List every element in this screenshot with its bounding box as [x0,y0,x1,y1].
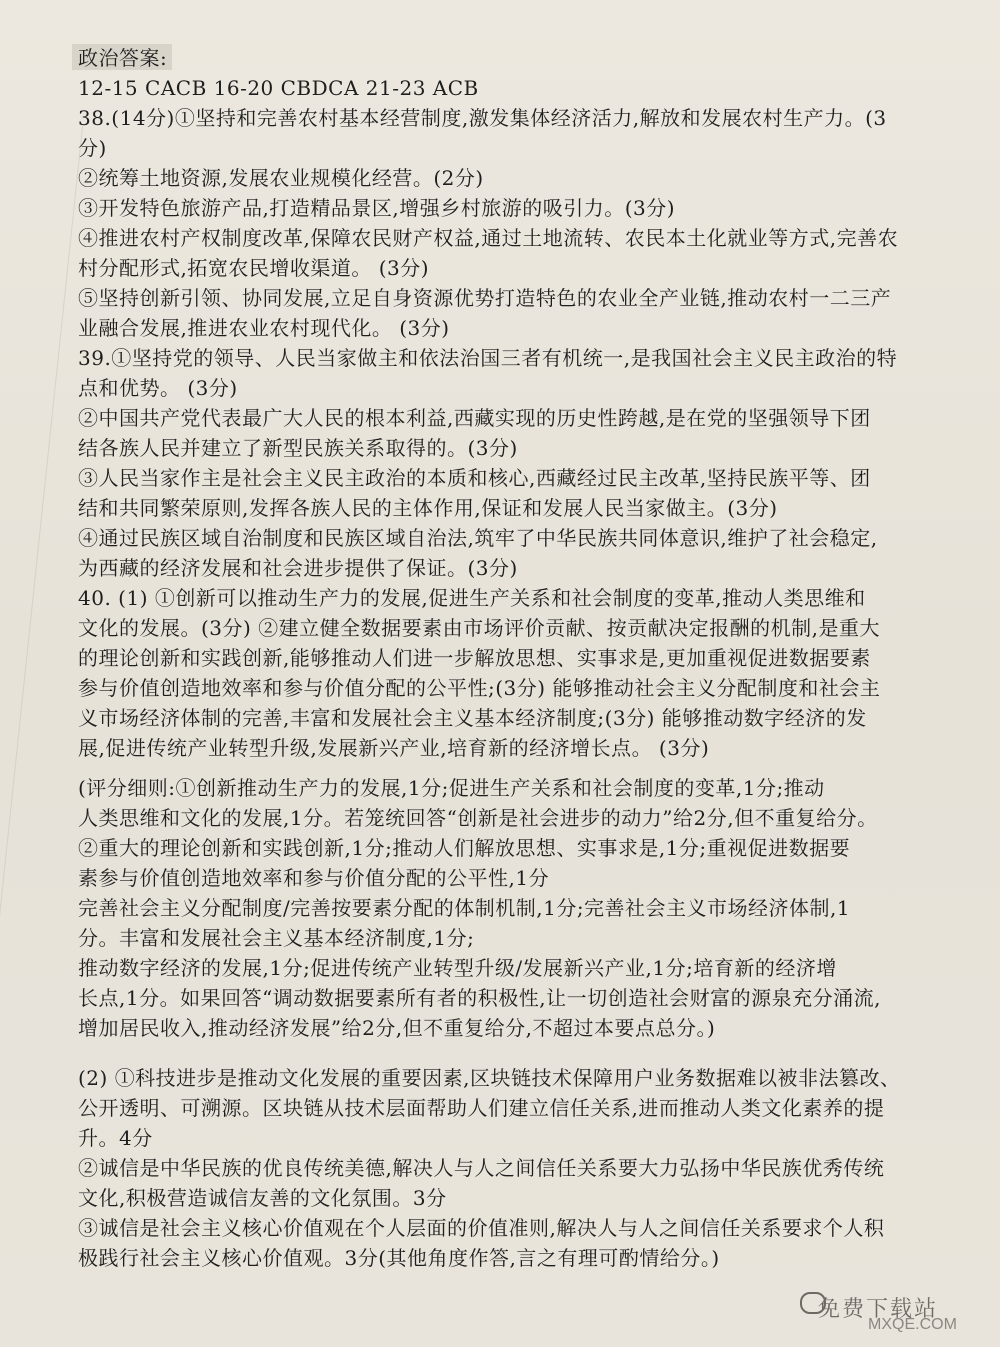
answer-line: 长点,1分。如果回答“调动数据要素所有者的积极性,让一切创造社会财富的源泉充分涌流, [78,986,882,1010]
answer-line: 文化的发展。(3分) ②建立健全数据要素由市场评价贡献、按贡献决定报酬的机制,是重大 [78,616,881,640]
answer-line: ④推进农村产权制度改革,保障农民财产权益,通过土地流转、农民本土化就业等方式,完善农 [78,226,899,250]
answer-line: 结各族人民并建立了新型民族关系取得的。(3分) [78,436,518,460]
answer-line: ③诚信是社会主义核心价值观在个人层面的价值准则,解决人与人之间信任关系要求个人积 [78,1216,885,1240]
answer-line: ②中国共产党代表最广大人民的根本利益,西藏实现的历史性跨越,是在党的坚强领导下团 [78,406,871,430]
answer-line: 39.①坚持党的领导、人民当家做主和依法治国三者有机统一,是我国社会主义民主政治的特 [78,346,898,370]
answer-line: 业融合发展,推进农业农村现代化。 (3分) [78,316,450,340]
answer-line: (评分细则:①创新推动生产力的发展,1分;促进生产关系和社会制度的变革,1分;推动 [78,776,825,800]
answer-line: 推动数字经济的发展,1分;促进传统产业转型升级/发展新兴产业,1分;培育新的经济增 [78,956,837,980]
answer-line: 40. (1) ①创新可以推动生产力的发展,促进生产关系和社会制度的变革,推动人类思维和 [78,586,866,610]
answer-line: ③人民当家作主是社会主义民主政治的本质和核心,西藏经过民主改革,坚持民族平等、团 [78,466,871,490]
answer-line: 人类思维和文化的发展,1分。若笼统回答“创新是社会进步的动力”给2分,但不重复给分。 [78,806,878,830]
answer-line: 完善社会主义分配制度/完善按要素分配的体制机制,1分;完善社会主义市场经济体制,1 [78,896,851,920]
answer-line: ②统筹土地资源,发展农业规模化经营。(2分) [78,166,484,190]
answer-line: ②重大的理论创新和实践创新,1分;推动人们解放思想、实事求是,1分;重视促进数据要 [78,836,851,860]
answer-line: 增加居民收入,推动经济发展”给2分,但不重复给分,不超过本要点总分。) [78,1016,716,1040]
answer-line: 的理论创新和实践创新,能够推动人们进一步解放思想、实事求是,更加重视促进数据要素 [78,646,871,670]
answer-line: 分。丰富和发展社会主义基本经济制度,1分; [78,926,475,950]
answer-line: 素参与价值创造地效率和参与价值分配的公平性,1分 [78,866,550,890]
watermark-text: 免费下载站 [818,1296,939,1321]
answer-line: 村分配形式,拓宽农民增收渠道。 (3分) [78,256,430,280]
answer-line: 义市场经济体制的完善,丰富和发展社会主义基本经济制度;(3分) 能够推动数字经济的发 [78,706,867,730]
answer-line: 结和共同繁荣原则,发挥各族人民的主体作用,保证和发展人民当家做主。(3分) [78,496,778,520]
answer-line: ③开发特色旅游产品,打造精品景区,增强乡村旅游的吸引力。(3分) [78,196,676,220]
watermark-stamp [800,1252,980,1336]
scan-edge-shadow [0,120,83,1121]
watermark-site: MXQE.COM [868,1316,957,1333]
answer-line: 公开透明、可溯源。区块链从技术层面帮助人们建立信任关系,进而推动人类文化素养的提 [78,1096,885,1120]
answer-line: 升。4分 [78,1126,153,1150]
answer-line: 展,促进传统产业转型升级,发展新兴产业,培育新的经济增长点。 (3分) [78,736,710,760]
answer-line: (2) ①科技进步是推动文化发展的重要因素,区块链技术保障用户业务数据难以被非法篡改、 [78,1066,901,1090]
answer-line: 极践行社会主义核心价值观。3分(其他角度作答,言之有理可酌情给分。) [78,1246,720,1270]
answer-line: 文化,积极营造诚信友善的文化氛围。3分 [78,1186,447,1210]
answer-line: 参与价值创造地效率和参与价值分配的公平性;(3分) 能够推动社会主义分配制度和社会主 [78,676,881,700]
answer-line: 12-15 CACB 16-20 CBDCA 21-23 ACB [78,76,479,100]
answer-line: 38.(14分)①坚持和完善农村基本经营制度,激发集体经济活力,解放和发展农村生产力。(3 [78,106,887,130]
document-title: 政治答案: [78,46,168,70]
answer-line: 点和优势。 (3分) [78,376,238,400]
answer-line: ②诚信是中华民族的优良传统美德,解决人与人之间信任关系要大力弘扬中华民族优秀传统 [78,1156,885,1180]
answer-line: ⑤坚持创新引领、协同发展,立足自身资源优势打造特色的农业全产业链,推动农村一二三产 [78,286,892,310]
answer-line: ④通过民族区域自治制度和民族区域自治法,筑牢了中华民族共同体意识,维护了社会稳定, [78,526,878,550]
answer-line: 为西藏的经济发展和社会进步提供了保证。(3分) [78,556,518,580]
answer-line: 分) [78,136,107,160]
